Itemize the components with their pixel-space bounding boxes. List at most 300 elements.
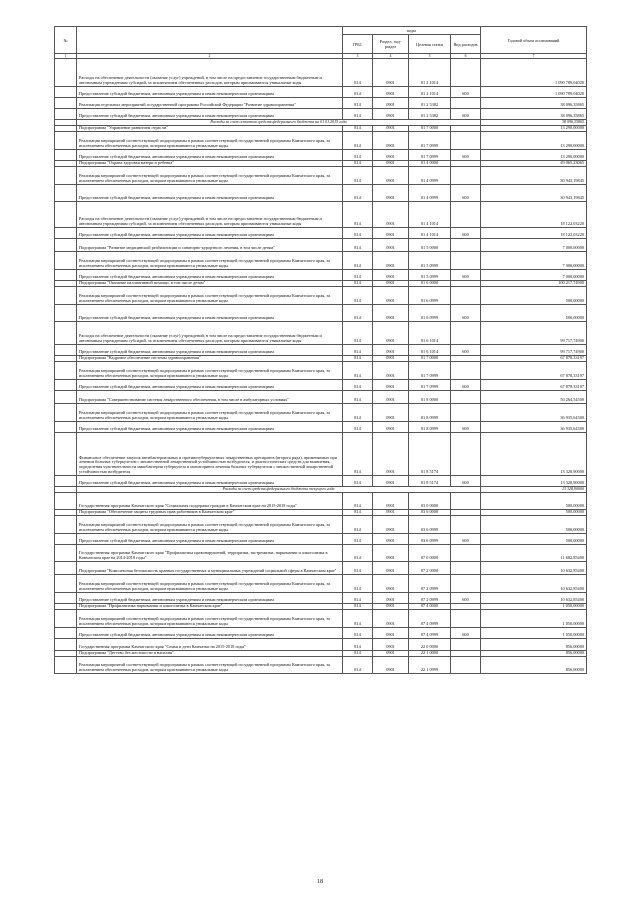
- kind-cell: 600: [451, 109, 481, 120]
- column-number: 2: [77, 54, 343, 59]
- table-row: [55, 185, 587, 202]
- name-cell: Реализация мероприятий соответствующей подпрограммы в рамках соответствующей государственной программы Камчатского края, за исключением обеспеченных расходов, которым присваиваются уникальные коды: [77, 657, 343, 674]
- grbs-cell: 814: [343, 545, 373, 562]
- razdel-cell: 0901: [373, 516, 409, 534]
- amount-cell: 30 943,19845: [481, 185, 587, 202]
- kind-cell: [451, 202, 481, 228]
- grbs-cell: 814: [343, 628, 373, 639]
- amount-cell: 7 000,00000: [481, 270, 587, 281]
- amount-cell: 13 328,90000: [481, 487, 587, 493]
- name-cell: Подпрограмма "Профилактика наркомании и алкоголизма в Камчатском крае": [77, 604, 343, 610]
- target-cell: 03 6 0000: [409, 510, 451, 516]
- row-number-cell: [55, 639, 77, 651]
- table-row: [55, 610, 587, 628]
- amount-cell: 36 935,64300: [481, 404, 587, 422]
- razdel-cell: 0901: [373, 545, 409, 562]
- amount-cell: 100 217,74900: [481, 281, 587, 287]
- amount-cell: 99 717,74900: [481, 322, 587, 345]
- table-row: [55, 391, 587, 404]
- name-cell: Предоставление субсидий бюджетным, автономным учреждениям и иным некоммерческим организациям: [77, 628, 343, 639]
- grbs-cell: 814: [343, 433, 373, 476]
- name-cell: Реализация мероприятий соответствующей подпрограммы в рамках соответствующей государственной программы Камчатского края, за исключением обеспеченных расходов, которым присваиваются уникальные коды: [77, 404, 343, 422]
- razdel-cell: 0901: [373, 59, 409, 87]
- target-cell: 01 2 1014: [409, 59, 451, 87]
- amount-cell: 10 632,85400: [481, 593, 587, 604]
- name-cell: Предоставление субсидий бюджетным, автономным учреждениям и иным некоммерческим организациям: [77, 109, 343, 120]
- kind-cell: [451, 59, 481, 87]
- amount-cell: 36 935,64300: [481, 422, 587, 433]
- razdel-cell: 0901: [373, 380, 409, 391]
- target-cell: 07 0 0000: [409, 545, 451, 562]
- name-cell: Подпрограмма "Оказание паллиативной помощи, в том числе детям": [77, 281, 343, 287]
- grbs-cell: 814: [343, 305, 373, 322]
- name-cell: Реализация мероприятий соответствующей подпрограммы в рамках соответствующей государственной программы Камчатского края, за исключением обеспеченных расходов, которым присваиваются уникальные коды: [77, 167, 343, 185]
- row-number-cell: [55, 305, 77, 322]
- row-number-cell: [55, 167, 77, 185]
- target-cell: 07 4 0000: [409, 604, 451, 610]
- kind-cell: 600: [451, 380, 481, 391]
- col-header-codes: коды: [343, 27, 481, 35]
- col-header-name: [77, 27, 343, 54]
- razdel-cell: 0901: [373, 109, 409, 120]
- name-cell: Предоставление субсидий бюджетным, автономным учреждениям и иным некоммерческим организациям: [77, 270, 343, 281]
- name-cell: Предоставление субсидий бюджетным, автономным учреждениям и иным некоммерческим организациям: [77, 228, 343, 239]
- kind-cell: 600: [451, 345, 481, 356]
- row-number-cell: [55, 476, 77, 487]
- column-number: 5: [409, 54, 451, 59]
- name-cell: Государственная программа Камчатского края "Семья и дети Камчатки на 2015-2018 годы": [77, 639, 343, 651]
- razdel-cell: 0901: [373, 202, 409, 228]
- target-cell: 01 6 1014: [409, 345, 451, 356]
- amount-cell: 38 096,35865: [481, 109, 587, 120]
- budget-table-page: [54, 26, 586, 674]
- razdel-cell: 0901: [373, 604, 409, 610]
- razdel-cell: 0901: [373, 185, 409, 202]
- grbs-cell: 814: [343, 510, 373, 516]
- grbs-cell: 814: [343, 270, 373, 281]
- target-cell: 03 6 0999: [409, 534, 451, 545]
- table-row: [55, 575, 587, 593]
- note-text: Расходы за счет остатков средств федерального бюджета на 01.01.2015 года: [77, 120, 481, 126]
- column-number: 4: [373, 54, 409, 59]
- razdel-cell: 0901: [373, 161, 409, 167]
- amount-cell: 50 264,54500: [481, 391, 587, 404]
- grbs-cell: 814: [343, 651, 373, 657]
- razdel-cell: 0901: [373, 391, 409, 404]
- amount-cell: 500,00000: [481, 287, 587, 305]
- kind-cell: [451, 239, 481, 252]
- row-number-cell: [55, 534, 77, 545]
- kind-cell: [451, 516, 481, 534]
- razdel-cell: 0901: [373, 562, 409, 575]
- razdel-cell: 0901: [373, 657, 409, 674]
- row-number-cell: [55, 380, 77, 391]
- amount-cell: 30 943,19845: [481, 167, 587, 185]
- grbs-cell: 814: [343, 126, 373, 132]
- amount-cell: 856,00000: [481, 657, 587, 674]
- grbs-cell: 814: [343, 161, 373, 167]
- kind-cell: 600: [451, 534, 481, 545]
- table-row: [55, 132, 587, 150]
- table-row: [55, 228, 587, 239]
- razdel-cell: 0901: [373, 651, 409, 657]
- col-header-razdel: Раздел, под-раздел: [373, 35, 409, 54]
- target-cell: 01 6 0999: [409, 287, 451, 305]
- razdel-cell: 0901: [373, 322, 409, 345]
- name-cell: Предоставление субсидий бюджетным, автономным учреждениям и иным некоммерческим организациям: [77, 87, 343, 98]
- amount-cell: 67 878,33197: [481, 362, 587, 380]
- kind-cell: [451, 433, 481, 476]
- name-cell: Государственная программа Камчатского края "Профилактика правонарушений, терроризма, экстремизма, наркомании и алкоголизма в Камчатском крае на 2014-2018 годы": [77, 545, 343, 562]
- row-number-cell: [55, 270, 77, 281]
- target-cell: 01 8 5174: [409, 476, 451, 487]
- razdel-cell: 0901: [373, 252, 409, 270]
- grbs-cell: 814: [343, 281, 373, 287]
- table-row: [55, 380, 587, 391]
- amount-cell: 18 122,03220: [481, 202, 587, 228]
- razdel-cell: 0901: [373, 239, 409, 252]
- amount-cell: 49 065,23065: [481, 161, 587, 167]
- target-cell: 03 0 0000: [409, 493, 451, 510]
- row-number-cell: [55, 610, 77, 628]
- grbs-cell: 814: [343, 252, 373, 270]
- amount-cell: 67 878,33197: [481, 380, 587, 391]
- razdel-cell: 0901: [373, 628, 409, 639]
- target-cell: 22 1 0000: [409, 651, 451, 657]
- amount-cell: 1 050,00000: [481, 610, 587, 628]
- table-row: [55, 202, 587, 228]
- target-cell: 01 7 0000: [409, 126, 451, 132]
- grbs-cell: 814: [343, 287, 373, 305]
- name-cell: Подпрограмма "Совершенствование системы лекарственного обеспечения, в том числе в амбулаторных условиях": [77, 391, 343, 404]
- grbs-cell: 814: [343, 322, 373, 345]
- grbs-cell: 814: [343, 575, 373, 593]
- kind-cell: [451, 639, 481, 651]
- table-row: [55, 476, 587, 487]
- table-row: [55, 562, 587, 575]
- kind-cell: [451, 404, 481, 422]
- table-row: [55, 305, 587, 322]
- target-cell: 01 8 0999: [409, 422, 451, 433]
- table-row: [55, 657, 587, 674]
- name-cell: Расходы на обеспечение деятельности (оказание услуг) учреждений, в том числе на предоставление государственным бюджетным и автономным учреждениям субсидий, за исключением обеспеченных расходов, которым присваиваются уникальные коды: [77, 202, 343, 228]
- name-cell: Предоставление субсидий бюджетным, автономным учреждениям и иным некоммерческим организациям: [77, 185, 343, 202]
- grbs-cell: 814: [343, 380, 373, 391]
- table-row: [55, 322, 587, 345]
- target-cell: 01 4 0000: [409, 161, 451, 167]
- kind-cell: [451, 362, 481, 380]
- razdel-cell: 0901: [373, 126, 409, 132]
- row-number-cell: [55, 287, 77, 305]
- name-cell: Подпрограмма "Охрана здоровья матери и ребенка": [77, 161, 343, 167]
- name-cell: Предоставление субсидий бюджетным, автономным учреждениям и иным некоммерческим организациям: [77, 534, 343, 545]
- razdel-cell: 0901: [373, 476, 409, 487]
- razdel-cell: 0901: [373, 433, 409, 476]
- amount-cell: 10 632,85400: [481, 562, 587, 575]
- grbs-cell: 814: [343, 362, 373, 380]
- kind-cell: 600: [451, 228, 481, 239]
- row-number-cell: [55, 150, 77, 161]
- grbs-cell: 814: [343, 345, 373, 356]
- grbs-cell: 814: [343, 516, 373, 534]
- amount-cell: 13 290,00000: [481, 150, 587, 161]
- razdel-cell: 0901: [373, 132, 409, 150]
- kind-cell: 600: [451, 422, 481, 433]
- amount-cell: 67 878,33197: [481, 356, 587, 362]
- table-row: [55, 167, 587, 185]
- name-cell: Реализация мероприятий соответствующей подпрограммы в рамках соответствующей государственной программы Камчатского края, за исключением обеспеченных расходов, которым присваиваются уникальные коды: [77, 575, 343, 593]
- kind-cell: [451, 493, 481, 510]
- row-number-cell: [55, 575, 77, 593]
- row-number-cell: [55, 391, 77, 404]
- name-cell: Реализация мероприятий соответствующей подпрограммы в рамках соответствующей государственной программы Камчатского края, за исключением обеспеченных расходов, которым присваиваются уникальные коды: [77, 132, 343, 150]
- column-number: 6: [451, 54, 481, 59]
- razdel-cell: 0901: [373, 362, 409, 380]
- target-cell: 01 7 0999: [409, 132, 451, 150]
- table-row: [55, 516, 587, 534]
- razdel-cell: 0901: [373, 228, 409, 239]
- kind-cell: [451, 167, 481, 185]
- target-cell: 07 2 0000: [409, 562, 451, 575]
- razdel-cell: 0901: [373, 98, 409, 109]
- target-cell: 01 7 0999: [409, 150, 451, 161]
- amount-cell: 500,00000: [481, 534, 587, 545]
- row-number-cell: [55, 109, 77, 120]
- target-cell: 01 7 0000: [409, 356, 451, 362]
- razdel-cell: 0901: [373, 281, 409, 287]
- amount-cell: 1 050,00000: [481, 628, 587, 639]
- name-cell: Предоставление субсидий бюджетным, автономным учреждениям и иным некоммерческим организациям: [77, 476, 343, 487]
- name-cell: Расходы на обеспечение деятельности (оказание услуг) учреждений, в том числе на предоставление государственным бюджетным и автономным учреждениям субсидий, за исключением обеспеченных расходов, которым присваиваются уникальные коды: [77, 322, 343, 345]
- target-cell: 07 4 0999: [409, 628, 451, 639]
- grbs-cell: 814: [343, 657, 373, 674]
- razdel-cell: 0901: [373, 287, 409, 305]
- row-number-cell: [55, 493, 77, 510]
- table-row: [55, 87, 587, 98]
- grbs-cell: 814: [343, 593, 373, 604]
- razdel-cell: 0901: [373, 345, 409, 356]
- kind-cell: [451, 657, 481, 674]
- name-cell: Реализация мероприятий соответствующей подпрограммы в рамках соответствующей государственной программы Камчатского края, за исключением обеспеченных расходов, которым присваиваются уникальные коды: [77, 252, 343, 270]
- amount-cell: 38 096,35865: [481, 120, 587, 126]
- kind-cell: 600: [451, 185, 481, 202]
- row-number-cell: [55, 593, 77, 604]
- page-number: 18: [317, 879, 323, 885]
- grbs-cell: 814: [343, 59, 373, 87]
- target-cell: 07 2 0999: [409, 593, 451, 604]
- grbs-cell: 814: [343, 239, 373, 252]
- name-cell: Государственная программа Камчатского края "Социальная поддержка граждан в Камчатском крае на 2015-2018 годы": [77, 493, 343, 510]
- name-cell: Предоставление субсидий бюджетным, автономным учреждениям и иным некоммерческим организациям: [77, 345, 343, 356]
- table-row: [55, 422, 587, 433]
- razdel-cell: 0901: [373, 356, 409, 362]
- grbs-cell: 814: [343, 639, 373, 651]
- amount-cell: 13 290,00000: [481, 126, 587, 132]
- table-row: [55, 59, 587, 87]
- name-cell: Реализация мероприятий соответствующей подпрограммы в рамках соответствующей государственной программы Камчатского края, за исключением обеспеченных расходов, которым присваиваются уникальные коды: [77, 516, 343, 534]
- amount-cell: 1 050,00000: [481, 604, 587, 610]
- amount-cell: 13 328,90000: [481, 476, 587, 487]
- name-cell: Подпрограмма "Обеспечение защиты трудовых прав работников в Камчатском крае": [77, 510, 343, 516]
- table-row: [55, 404, 587, 422]
- grbs-cell: 814: [343, 167, 373, 185]
- target-cell: 01 5 0999: [409, 252, 451, 270]
- table-row: [55, 270, 587, 281]
- amount-cell: 500,00000: [481, 305, 587, 322]
- name-cell: Реализация мероприятий соответствующей подпрограммы в рамках соответствующей государственной программы Камчатского края, за исключением обеспеченных расходов, которым присваиваются уникальные коды: [77, 287, 343, 305]
- name-cell: Реализация отдельных мероприятий государственной программы Российской Федерации "Развитие здравоохранения": [77, 98, 343, 109]
- grbs-cell: 814: [343, 422, 373, 433]
- target-cell: 03 6 0999: [409, 516, 451, 534]
- name-cell: Расходы на обеспечение деятельности (оказание услуг) учреждений, в том числе на предоставление государственным бюджетным и автономным учреждениям субсидий, за исключением обеспеченных расходов, которым присваиваются уникальные коды: [77, 59, 343, 87]
- target-cell: 07 4 0999: [409, 610, 451, 628]
- table-row: [55, 98, 587, 109]
- name-cell: Реализация мероприятий соответствующей подпрограммы в рамках соответствующей государственной программы Камчатского края, за исключением обеспеченных расходов, которым присваиваются уникальные коды: [77, 610, 343, 628]
- target-cell: 01 6 1014: [409, 322, 451, 345]
- table-row: [55, 433, 587, 476]
- name-cell: Подпрограмма "Детство без жестокости и насилия": [77, 651, 343, 657]
- table-row: [55, 252, 587, 270]
- razdel-cell: 0901: [373, 575, 409, 593]
- razdel-cell: 0901: [373, 593, 409, 604]
- kind-cell: 600: [451, 628, 481, 639]
- razdel-cell: 0901: [373, 510, 409, 516]
- kind-cell: 600: [451, 305, 481, 322]
- row-number-cell: [55, 657, 77, 674]
- table-row: [55, 150, 587, 161]
- kind-cell: 600: [451, 476, 481, 487]
- grbs-cell: 814: [343, 534, 373, 545]
- amount-cell: 500,00000: [481, 516, 587, 534]
- razdel-cell: 0901: [373, 270, 409, 281]
- col-header-kind: Вид расходов: [451, 35, 481, 54]
- row-number-cell: [55, 516, 77, 534]
- row-number-cell: [55, 362, 77, 380]
- kind-cell: [451, 545, 481, 562]
- name-cell: Реализация мероприятий соответствующей подпрограммы в рамках соответствующей государственной программы Камчатского края, за исключением обеспеченных расходов, которым присваиваются уникальные коды: [77, 362, 343, 380]
- target-cell: 01 2 5382: [409, 98, 451, 109]
- name-cell: Предоставление субсидий бюджетным, автономным учреждениям и иным некоммерческим организациям: [77, 593, 343, 604]
- razdel-cell: 0901: [373, 493, 409, 510]
- kind-cell: [451, 252, 481, 270]
- row-number-cell: [55, 345, 77, 356]
- col-header-amount: Годовой объем ассигнований: [481, 27, 587, 54]
- target-cell: 01 7 0999: [409, 362, 451, 380]
- table-row: [55, 639, 587, 651]
- name-cell: Предоставление субсидий бюджетным, автономным учреждениям и иным некоммерческим организациям: [77, 305, 343, 322]
- amount-cell: 7 000,00000: [481, 252, 587, 270]
- kind-cell: 600: [451, 270, 481, 281]
- grbs-cell: 814: [343, 562, 373, 575]
- row-number-cell: [55, 202, 77, 228]
- razdel-cell: 0901: [373, 305, 409, 322]
- amount-cell: 13 290,00000: [481, 132, 587, 150]
- razdel-cell: 0901: [373, 404, 409, 422]
- target-cell: 01 4 0999: [409, 167, 451, 185]
- target-cell: 01 2 1014: [409, 87, 451, 98]
- amount-cell: 1 090 789,04020: [481, 87, 587, 98]
- row-number-cell: [55, 87, 77, 98]
- col-header-grbs: ГРБС: [343, 35, 373, 54]
- grbs-cell: 814: [343, 202, 373, 228]
- kind-cell: 600: [451, 87, 481, 98]
- target-cell: 01 4 1014: [409, 228, 451, 239]
- target-cell: 01 5 0999: [409, 270, 451, 281]
- target-cell: 01 8 0000: [409, 391, 451, 404]
- col-header-target: Целевая статья: [409, 35, 451, 54]
- row-number-cell: [55, 404, 77, 422]
- row-number-cell: [55, 545, 77, 562]
- razdel-cell: 0901: [373, 150, 409, 161]
- amount-cell: 10 632,85400: [481, 575, 587, 593]
- row-number-cell: [55, 59, 77, 87]
- razdel-cell: 0901: [373, 534, 409, 545]
- amount-cell: 99 717,74900: [481, 345, 587, 356]
- amount-cell: 500,00000: [481, 510, 587, 516]
- grbs-cell: 814: [343, 476, 373, 487]
- razdel-cell: 0901: [373, 610, 409, 628]
- table-body: [55, 59, 587, 674]
- row-number-cell: [55, 239, 77, 252]
- name-cell: Подпрограмма "Развитие медицинской реабилитации и санаторно-курортного лечения, в том числе детям": [77, 239, 343, 252]
- amount-cell: 18 122,03220: [481, 228, 587, 239]
- grbs-cell: 814: [343, 150, 373, 161]
- target-cell: 01 2 5382: [409, 109, 451, 120]
- razdel-cell: 0901: [373, 639, 409, 651]
- razdel-cell: 0901: [373, 167, 409, 185]
- grbs-cell: 814: [343, 604, 373, 610]
- kind-cell: 600: [451, 150, 481, 161]
- grbs-cell: 814: [343, 109, 373, 120]
- target-cell: 01 6 0000: [409, 281, 451, 287]
- amount-cell: 856,00000: [481, 651, 587, 657]
- table-row: [55, 109, 587, 120]
- razdel-cell: 0901: [373, 87, 409, 98]
- column-number: 7: [481, 54, 587, 59]
- amount-cell: 13 328,90000: [481, 433, 587, 476]
- razdel-cell: 0901: [373, 422, 409, 433]
- amount-cell: 38 096,35865: [481, 98, 587, 109]
- kind-cell: [451, 287, 481, 305]
- target-cell: 01 8 0999: [409, 404, 451, 422]
- kind-cell: 600: [451, 593, 481, 604]
- grbs-cell: 814: [343, 404, 373, 422]
- target-cell: 22 1 0999: [409, 657, 451, 674]
- budget-table: [54, 26, 587, 674]
- table-row: [55, 545, 587, 562]
- grbs-cell: 814: [343, 493, 373, 510]
- name-cell: Предоставление субсидий бюджетным, автономным учреждениям и иным некоммерческим организациям: [77, 150, 343, 161]
- row-number-cell: [55, 322, 77, 345]
- grbs-cell: 814: [343, 132, 373, 150]
- grbs-cell: 814: [343, 391, 373, 404]
- target-cell: 01 8 5174: [409, 433, 451, 476]
- target-cell: 01 5 0000: [409, 239, 451, 252]
- name-cell: Подпрограмма "Управление развитием отрасли": [77, 126, 343, 132]
- amount-cell: 856,00000: [481, 639, 587, 651]
- kind-cell: [451, 562, 481, 575]
- table-row: [55, 362, 587, 380]
- col-header-no: №: [55, 27, 77, 54]
- grbs-cell: 814: [343, 185, 373, 202]
- target-cell: 01 7 0999: [409, 380, 451, 391]
- kind-cell: [451, 98, 481, 109]
- row-number-cell: [55, 433, 77, 476]
- kind-cell: [451, 322, 481, 345]
- name-cell: Подпрограмма "Комплексная безопасность краевых государственных и муниципальных учреждений социальной сферы в Камчатском крае": [77, 562, 343, 575]
- row-number-cell: [55, 422, 77, 433]
- target-cell: 01 6 0999: [409, 305, 451, 322]
